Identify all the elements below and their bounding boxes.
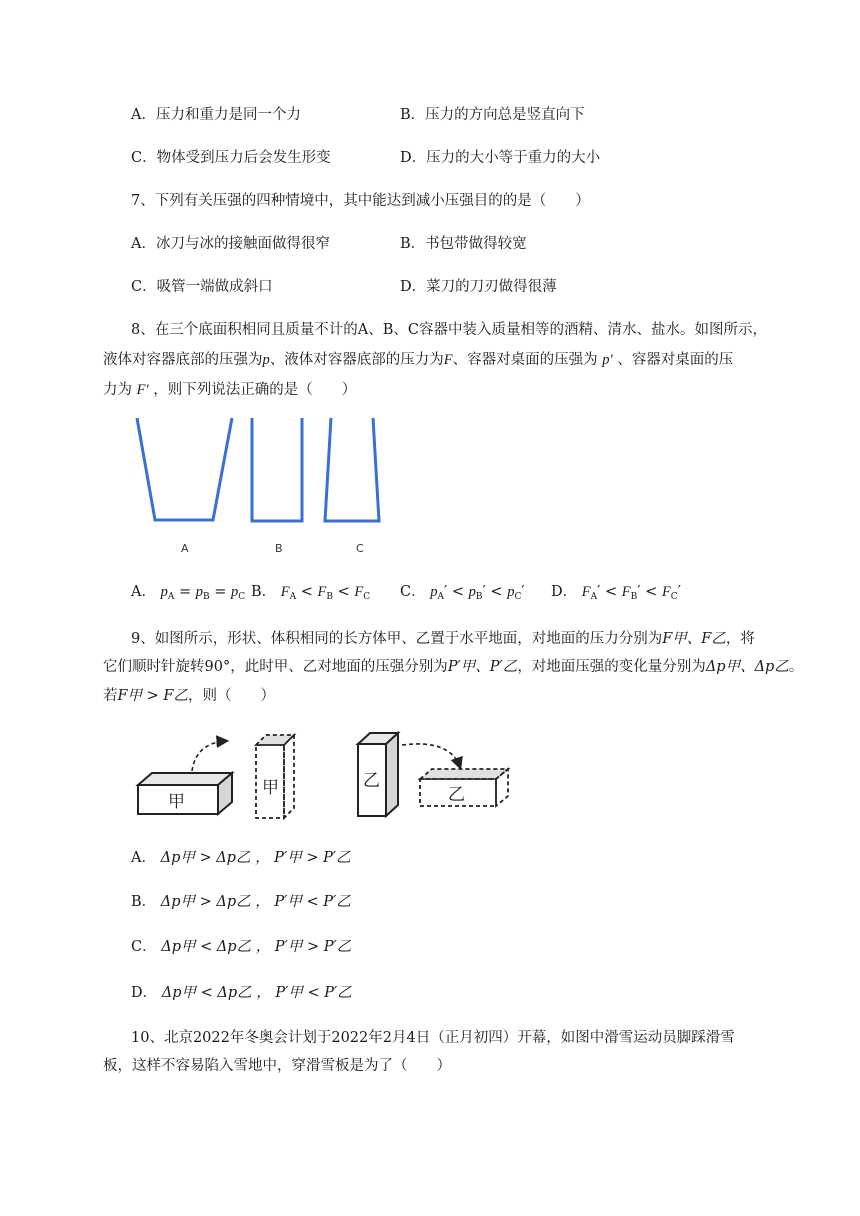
block-jia-label: 甲 bbox=[168, 792, 185, 812]
block-jia-vertical bbox=[256, 735, 294, 818]
q9-stem-line3: 若F甲 > F乙，则（ ） bbox=[103, 688, 275, 704]
q7-option-d: D．菜刀的刀刃做得很薄 bbox=[400, 279, 557, 295]
q7-option-a: A．冰刀与冰的接触面做得很窄 bbox=[131, 236, 330, 252]
q9-forces-expr: F甲、F乙 bbox=[662, 631, 726, 647]
q10-stem-line1: 10、北京2022年冬奥会计划于2022年2月4日（正月初四）开幕，如图中滑雪运动员脚踩滑雪 bbox=[131, 1030, 735, 1046]
q8-stem-line3: 力为 F′ ，则下列说法正确的是（ ） bbox=[103, 382, 357, 398]
q7-option-b: B．书包带做得较宽 bbox=[400, 236, 527, 252]
q8-option-d: D． $F_A' < F_B' < F_C'$ bbox=[551, 584, 681, 602]
q7-option-c: C．吸管一端做成斜口 bbox=[131, 279, 273, 295]
q9-blocks-figure bbox=[130, 725, 530, 825]
block-yi-label: 乙 bbox=[363, 771, 380, 791]
block-jia-rotated-label: 甲 bbox=[262, 778, 279, 798]
q9-pressures-expr: P′甲、P′乙 bbox=[447, 659, 518, 675]
q8-containers-figure bbox=[120, 410, 400, 565]
rotate-arrow-jia bbox=[192, 741, 226, 771]
container-c bbox=[325, 418, 379, 521]
container-label-c: C bbox=[356, 542, 364, 555]
block-jia-horizontal bbox=[138, 773, 232, 814]
q9-option-c: C． Δp甲 < Δp乙 ， P′甲 > P′乙 bbox=[131, 939, 352, 955]
q9-option-a: A． Δp甲 > Δp乙 ， P′甲 > P′乙 bbox=[131, 850, 351, 866]
q9-stem-line1: 9、如图所示，形状、体积相同的长方体甲、乙置于水平地面，对地面的压力分别为F甲、F乙，将 bbox=[131, 631, 755, 647]
container-label-b: B bbox=[275, 542, 283, 555]
container-b bbox=[252, 418, 302, 521]
q10-stem-line2: 板，这样不容易陷入雪地中，穿滑雪板是为了（ ） bbox=[103, 1058, 451, 1074]
q6-option-b: B．压力的方向总是竖直向下 bbox=[400, 107, 585, 123]
q6-option-c: C．物体受到压力后会发生形变 bbox=[131, 150, 331, 166]
q9-deltas-expr: Δp甲、Δp乙 bbox=[705, 659, 789, 675]
q9-option-d: D． Δp甲 < Δp乙 ， P′甲 < P′乙 bbox=[131, 985, 352, 1001]
q8-option-c: C． $p_A' < p_B' < p_C'$ bbox=[400, 584, 525, 602]
block-yi-rotated-label: 乙 bbox=[448, 785, 465, 805]
container-a bbox=[137, 418, 232, 520]
q8-option-b: B． $F_A < F_B < F_C$ bbox=[251, 584, 371, 602]
q7-stem: 7、下列有关压强的四种情境中，其中能达到减小压强目的的是（ ） bbox=[131, 193, 590, 209]
q8-stem-line1: 8、在三个底面积相同且质量不计的A、B、C容器中装入质量相等的酒精、清水、盐水。如图所示， bbox=[131, 322, 767, 338]
q9-condition-expr: F甲 > F乙 bbox=[117, 688, 188, 704]
q6-option-a: A．压力和重力是同一个力 bbox=[131, 107, 301, 123]
container-label-a: A bbox=[181, 542, 189, 555]
q9-stem-line2: 它们顺时针旋转90°，此时甲、乙对地面的压强分别为P′甲、P′乙，对地面压强的变化量分别为Δp甲、Δp乙。 bbox=[103, 659, 804, 675]
q6-option-d: D．压力的大小等于重力的大小 bbox=[400, 150, 601, 166]
q8-stem-line2: 液体对容器底部的压强为p、液体对容器底部的压力为F、容器对桌面的压强为 p′ 、容器对桌面的压 bbox=[103, 352, 734, 368]
rotate-arrow-yi bbox=[402, 744, 460, 767]
q8-option-a: A． $p_A = p_B = p_C$ bbox=[131, 584, 246, 602]
q9-option-b: B． Δp甲 > Δp乙 ， P′甲 < P′乙 bbox=[131, 894, 351, 910]
